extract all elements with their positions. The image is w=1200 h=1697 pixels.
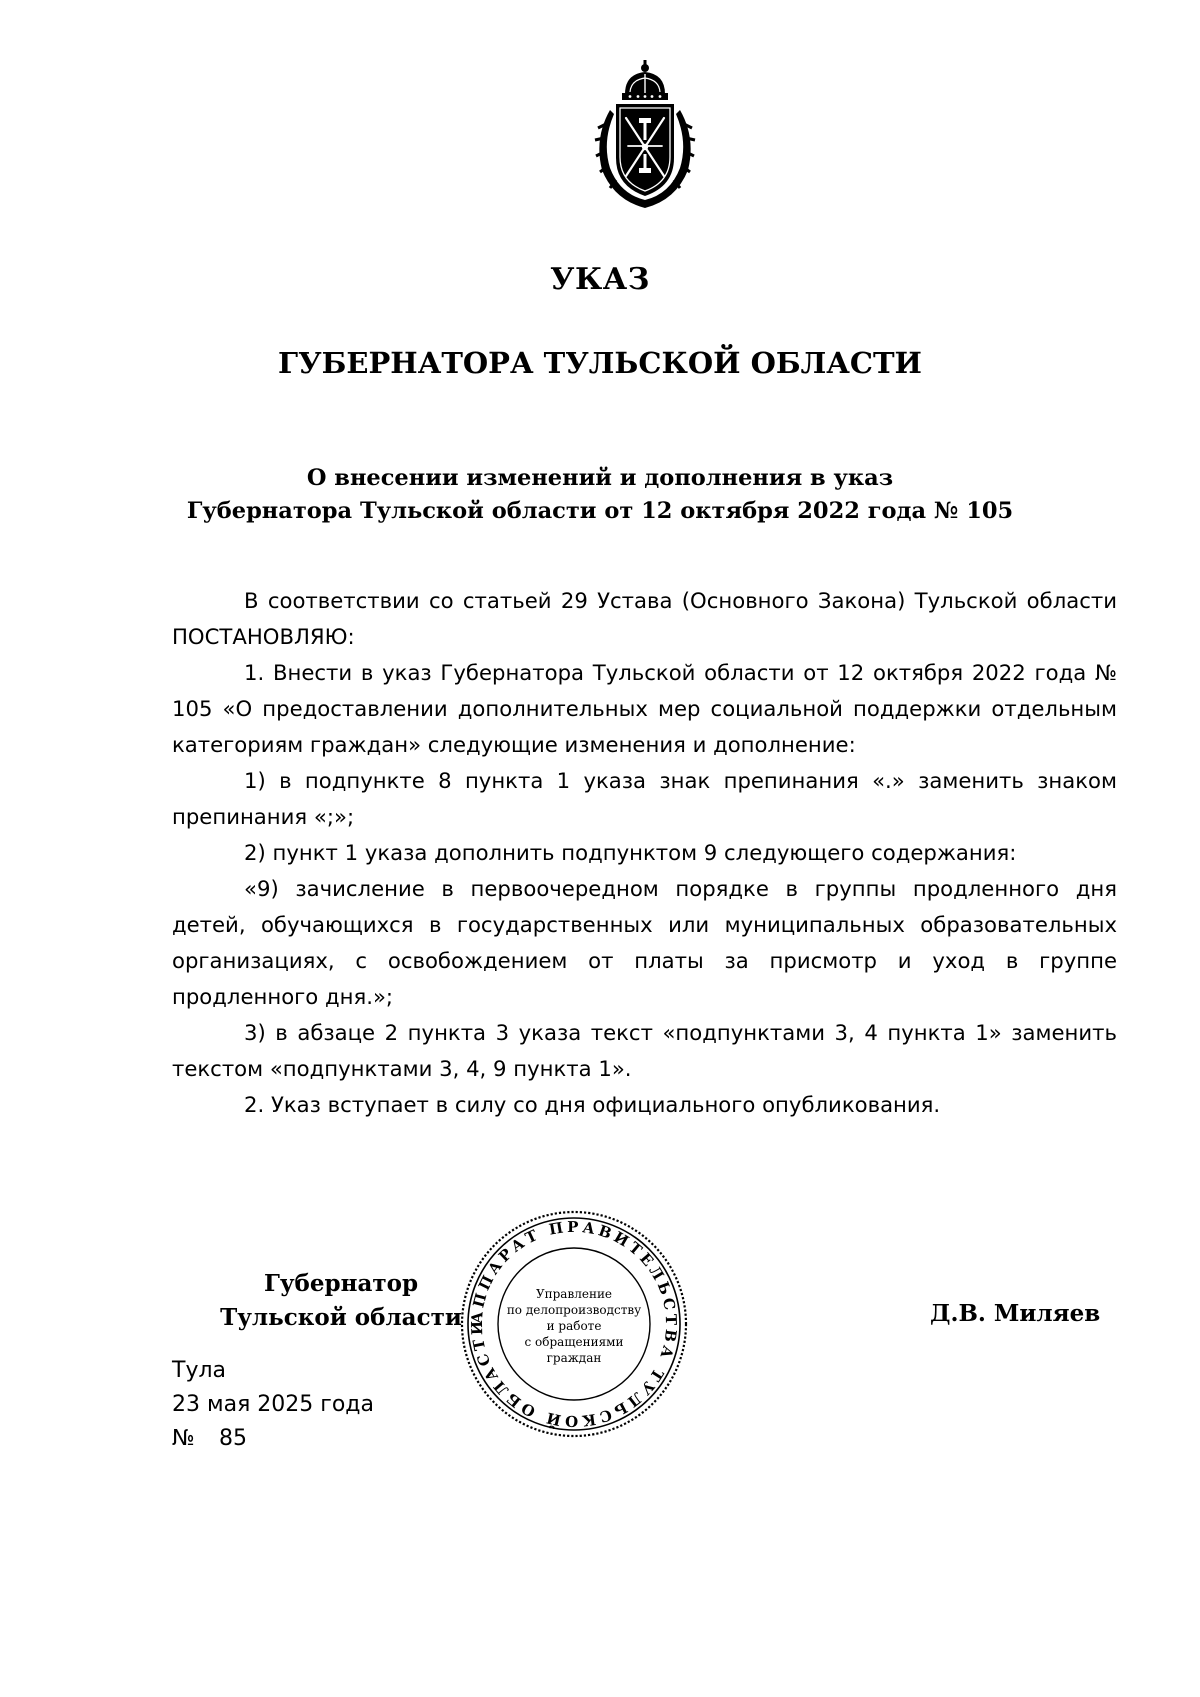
body-paragraph: «9) зачисление в первоочередном порядке в группы продленного дня детей, обучающихся в государственных или муниципальных образовательных организациях, с освобождением от платы за присмотр и уход в группе продленного дня.»; [172, 876, 1117, 1009]
seal-outer-text: АППАРАТ ПРАВИТЕЛЬСТВА ТУЛЬСКОЙ ОБЛАСТИ [467, 1217, 681, 1431]
crown-icon [622, 60, 668, 100]
body-paragraph: В соответствии со статьей 29 Устава (Основного Закона) Тульской области ПОСТАНОВЛЯЮ: [172, 588, 1117, 649]
body-paragraph: 1) в подпункте 8 пункта 1 указа знак препинания «.» заменить знаком препинания «;»; [172, 768, 1117, 829]
signatory-position [204, 1267, 478, 1335]
issuer-title: ГУБЕРНАТОРА ТУЛЬСКОЙ ОБЛАСТИ [278, 346, 922, 380]
number-symbol: № [172, 1426, 195, 1451]
document-footer [172, 1354, 374, 1456]
subject-line-1: О внесении изменений и дополнения в указ [306, 465, 894, 491]
seal-inner-line: и работе [546, 1319, 602, 1333]
city-label: Тула [172, 1358, 227, 1383]
official-seal-stamp [458, 1208, 690, 1440]
body-paragraph: 1. Внести в указ Губернатора Тульской области от 12 октября 2022 года № 105 «О предоставлении дополнительных мер социальной поддержки отдельным категориям граждан» следующие изменения и дополнение: [172, 660, 1117, 757]
seal-inner-line: по делопроизводству [506, 1303, 642, 1317]
position-line-1: Губернатор [263, 1270, 419, 1297]
date-label: 23 мая 2025 года [172, 1392, 374, 1417]
seal-inner-line: Управление [535, 1287, 613, 1301]
position-line-2: Тульской области [220, 1304, 462, 1331]
body-paragraph: 2) пункт 1 указа дополнить подпунктом 9 следующего содержания: [244, 840, 1017, 865]
number-value: 85 [219, 1426, 247, 1451]
document-number [172, 1422, 374, 1456]
document-body [172, 583, 1117, 1123]
seal-inner-line: граждан [546, 1351, 602, 1365]
body-paragraph: 3) в абзаце 2 пункта 3 указа текст «подпунктами 3, 4 пункта 1» заменить текстом «подпунктами 3, 4, 9 пункта 1». [172, 1020, 1117, 1081]
signatory-name: Д.В. Миляев [930, 1300, 1101, 1327]
document-type-title: УКАЗ [550, 262, 650, 297]
document-subject [0, 462, 1200, 528]
subject-line-2: Губернатора Тульской области от 12 октября 2022 года № 105 [186, 498, 1014, 524]
seal-inner-line: с обращениями [524, 1335, 624, 1349]
body-paragraph: 2. Указ вступает в силу со дня официального опубликования. [244, 1092, 941, 1117]
coat-of-arms-emblem [592, 58, 698, 210]
